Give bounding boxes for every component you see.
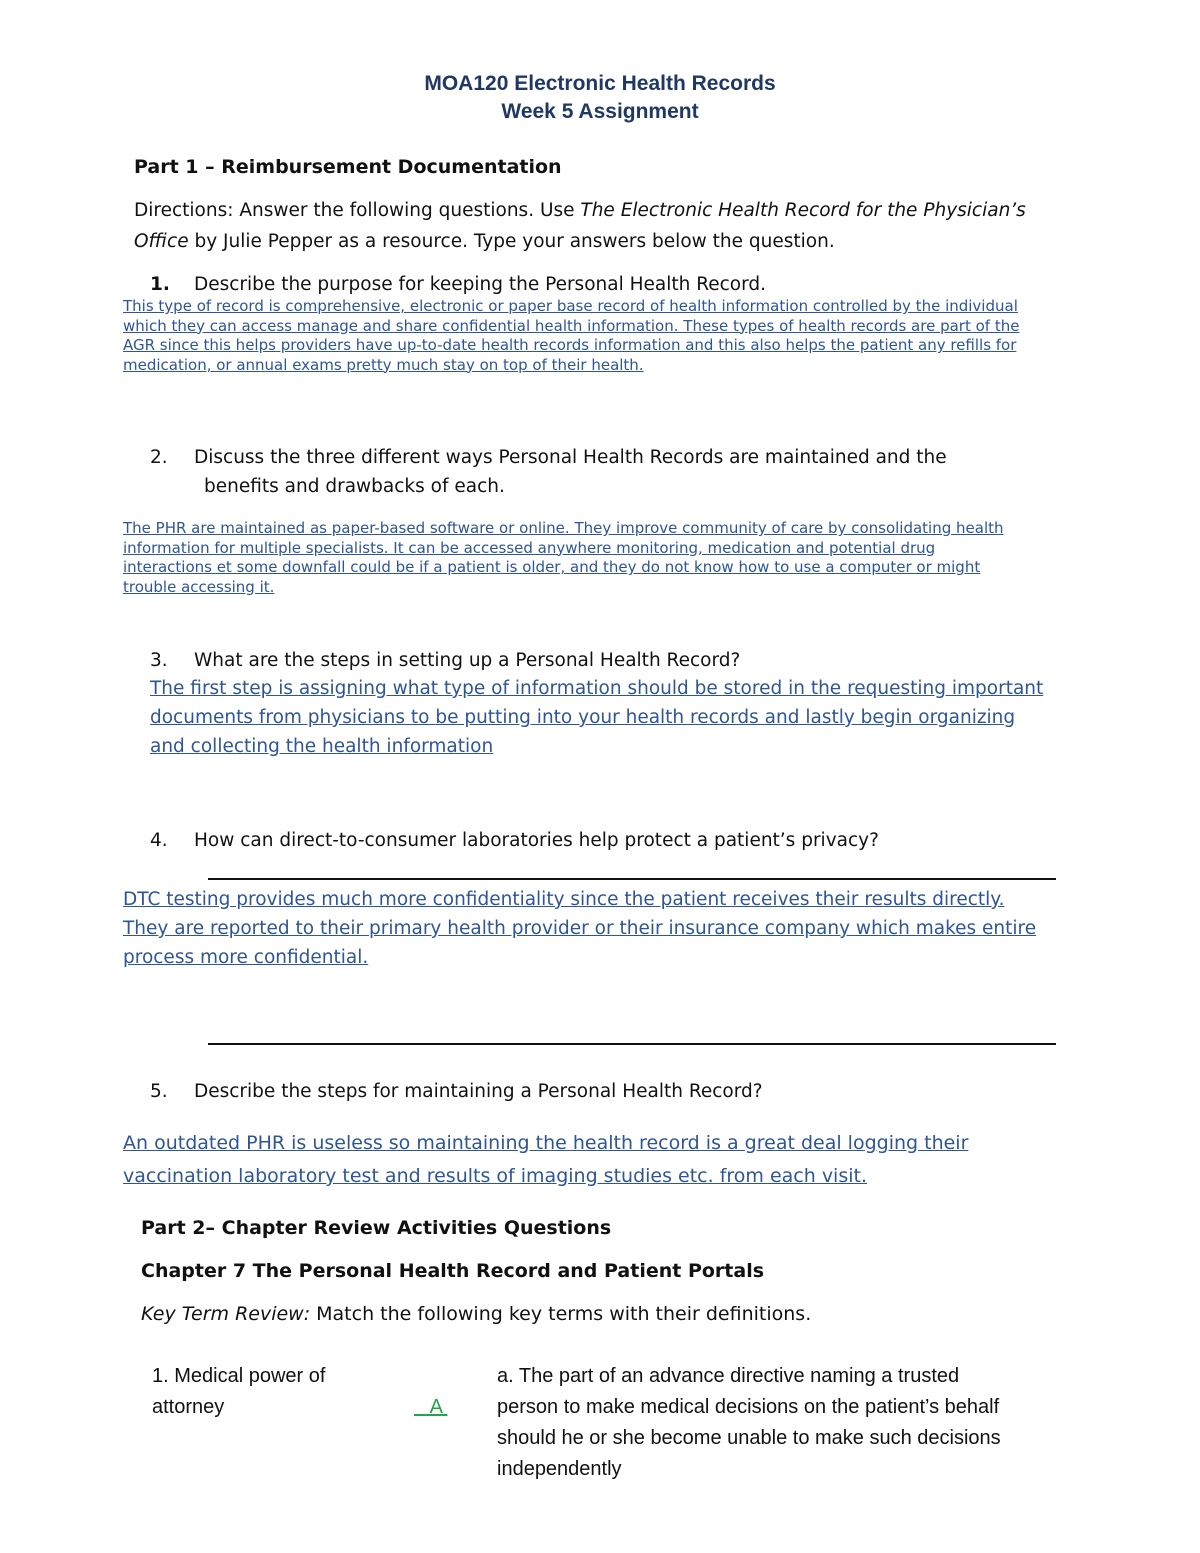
- question-2-text-line-2: benefits and drawbacks of each.: [204, 476, 505, 497]
- answer-4-line-1: DTC testing provides much more confidentiality since the patient receives their results directly.: [123, 889, 1005, 910]
- match-term-1-line-2: attorney: [152, 1396, 225, 1418]
- answer-1-line-2: which they can access manage and share confidential health information. These types of health records are part of the: [123, 316, 1020, 335]
- directions-book-title-1: The Electronic Health Record for the Physician’s: [580, 200, 1026, 221]
- answer-4-rule-bottom: [208, 1043, 1056, 1045]
- match-definition-a-line-2: person to make medical decisions on the patient’s behalf: [497, 1396, 1000, 1418]
- match-answer-1-value: A: [429, 1396, 442, 1418]
- answer-3-line-3: and collecting the health information: [150, 736, 494, 757]
- answer-2-line-4: trouble accessing it.: [123, 577, 275, 596]
- question-3-number: 3.: [150, 650, 168, 671]
- answer-3-line-2: documents from physicians to be putting into your health records and lastly begin organizing: [150, 707, 1016, 728]
- key-term-label: Key Term Review:: [141, 1303, 311, 1325]
- question-2-number: 2.: [150, 447, 168, 468]
- question-3-text: What are the steps in setting up a Personal Health Record?: [194, 650, 741, 671]
- answer-1-line-4: medication, or annual exams pretty much stay on top of their health.: [123, 355, 644, 374]
- answer-2-line-2: information for multiple specialists. It can be accessed anywhere monitoring, medication and potential drug: [123, 538, 936, 557]
- question-4: [150, 826, 879, 855]
- question-2: [150, 443, 947, 501]
- answer-4-rule-top: [208, 878, 1056, 880]
- match-definition-a: [497, 1361, 1077, 1485]
- answer-4-line-3: process more confidential.: [123, 947, 369, 968]
- question-3: [150, 646, 740, 675]
- question-1-text: Describe the purpose for keeping the Personal Health Record.: [194, 274, 767, 295]
- answer-3[interactable]: [150, 674, 1110, 761]
- answer-2-line-3: interactions et some downfall could be if a patient is older, and they do not know how to use a computer or might: [123, 558, 981, 576]
- answer-1[interactable]: [123, 297, 1103, 375]
- question-1: [150, 270, 766, 299]
- question-1-number: 1.: [150, 274, 170, 295]
- directions: [134, 195, 1094, 257]
- key-term-review: [141, 1301, 811, 1327]
- part1-heading: Part 1 – Reimbursement Documentation: [134, 156, 562, 178]
- answer-4-line-2: They are reported to their primary health provider or their insurance company which makes entire: [123, 918, 1037, 939]
- question-5-number: 5.: [150, 1081, 168, 1102]
- answer-4[interactable]: [123, 885, 1113, 972]
- answer-1-line-3: AGR since this helps providers have up-to-date health records information and this also helps the patient any refills for: [123, 336, 1017, 354]
- match-answer-1-blank-right: [442, 1396, 448, 1418]
- answer-5[interactable]: [123, 1127, 1113, 1193]
- assignment-subtitle: Week 5 Assignment: [501, 100, 699, 123]
- question-4-number: 4.: [150, 830, 168, 851]
- answer-2-line-1: The PHR are maintained as paper-based software or online. They improve community of care by consolidating health: [123, 519, 1004, 537]
- part2-heading: Part 2– Chapter Review Activities Questions: [141, 1217, 612, 1239]
- answer-1-line-1: This type of record is comprehensive, electronic or paper base record of health information controlled by the individual: [123, 297, 1018, 315]
- directions-prefix: Directions: Answer the following questions. Use: [134, 200, 581, 221]
- key-term-instructions: Match the following key terms with their definitions.: [310, 1303, 812, 1325]
- answer-5-line-1: An outdated PHR is useless so maintaining the health record is a great deal logging their: [123, 1132, 969, 1154]
- chapter-heading: Chapter 7 The Personal Health Record and Patient Portals: [141, 1260, 765, 1282]
- answer-3-line-1: The first step is assigning what type of information should be stored in the requesting important: [150, 678, 1044, 699]
- document-title: MOA120 Electronic Health Records: [424, 72, 776, 95]
- match-term-1-line-1: 1. Medical power of: [152, 1365, 326, 1387]
- answer-5-line-2: vaccination laboratory test and results of imaging studies etc. from each visit.: [123, 1165, 868, 1187]
- question-4-text: How can direct-to-consumer laboratories help protect a patient’s privacy?: [194, 830, 879, 851]
- match-definition-a-line-1: a. The part of an advance directive naming a trusted: [497, 1365, 960, 1387]
- question-5-text: Describe the steps for maintaining a Personal Health Record?: [194, 1081, 763, 1102]
- directions-suffix: by Julie Pepper as a resource. Type your answers below the question.: [188, 231, 835, 252]
- match-term-1: [152, 1361, 382, 1423]
- match-answer-1[interactable]: [414, 1361, 447, 1423]
- match-definition-a-line-4: independently: [497, 1458, 622, 1480]
- match-definition-a-line-3: should he or she become unable to make such decisions: [497, 1427, 1001, 1449]
- question-2-text-line-1: Discuss the three different ways Personal Health Records are maintained and the: [194, 447, 947, 468]
- answer-2[interactable]: [123, 519, 1103, 597]
- directions-book-title-2: Office: [134, 231, 189, 252]
- question-5: [150, 1077, 763, 1106]
